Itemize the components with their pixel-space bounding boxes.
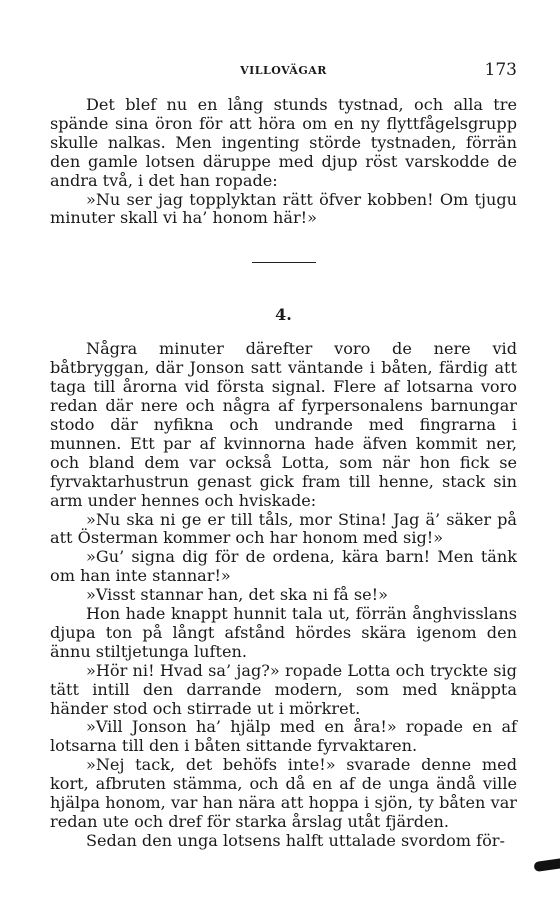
text-block-after [50, 340, 517, 850]
paragraph: Det blef nu en lång stunds tystnad, och alla tre spände sina öron för att höra om en ny flyttfågelsgrupp skulle nalkas. Men ingenting störde tystnaden, förrän den gamle lotsen däruppe med djup röst varskodde de andra två, i det han ropade: [50, 95, 517, 190]
paragraph: »Hör ni! Hvad sa’ jag?» ropade Lotta och tryckte sig tätt intill den darrande modern, som med knäppta händer stod och stirrade ut i mörkret. [50, 660, 517, 718]
page-number: 173 [484, 60, 517, 80]
section-divider [252, 262, 316, 263]
page-edge-mark [533, 858, 560, 872]
page-header [50, 58, 517, 84]
paragraph: Hon hade knappt hunnit tala ut, förrän ånghvisslans djupa ton på långt afstånd hördes skära igenom den ännu stiltjetunga luften. [50, 604, 517, 661]
paragraph: »Gu’ signa dig för de ordena, kära barn! Men tänk om han inte stannar!» [50, 547, 517, 586]
paragraph: »Vill Jonson ha’ hjälp med en åra!» ropade en af lotsarna till den i båten sittande fyrvaktaren. [50, 717, 517, 756]
book-page [50, 58, 517, 851]
running-title: VILLOVÄGAR [240, 64, 327, 77]
paragraph: »Nu ser jag topplyktan rätt öfver kobben! Om tjugu minuter skall vi ha’ honom här!» [50, 189, 517, 228]
paragraph: Några minuter därefter voro de nere vid båtbryggan, där Jonson satt väntande i båten, färdig att taga till årorna vid första signal. Flere af lotsarna voro redan där nere och några af fyrpersonalens barnungar stodo där nyfikna och undrande med fingrarna i munnen. Ett par af kvinnorna hade äfven kommit ner, och bland dem var också Lotta, som när hon fick se fyrvaktarhustrun genast gick fram till henne, stack sin arm under hennes och hviskade: [50, 339, 517, 510]
paragraph: »Nu ska ni ge er till tåls, mor Stina! Jag ä’ säker på att Österman kommer och har honom med sig!» [50, 509, 517, 548]
paragraph: »Visst stannar han, det ska ni få se!» [86, 585, 388, 605]
text-block-before [50, 96, 517, 228]
section-number: 4. [275, 305, 292, 325]
paragraph: »Nej tack, det behöfs inte!» svarade denne med kort, afbruten stämma, och då en af de unga ändå ville hjälpa honom, var han nära att hoppa i sjön, ty båten var redan ute och dref för starka årslag utåt fjärden. [50, 755, 517, 831]
paragraph: Sedan den unga lotsens halft uttalade svordom för- [86, 830, 505, 850]
